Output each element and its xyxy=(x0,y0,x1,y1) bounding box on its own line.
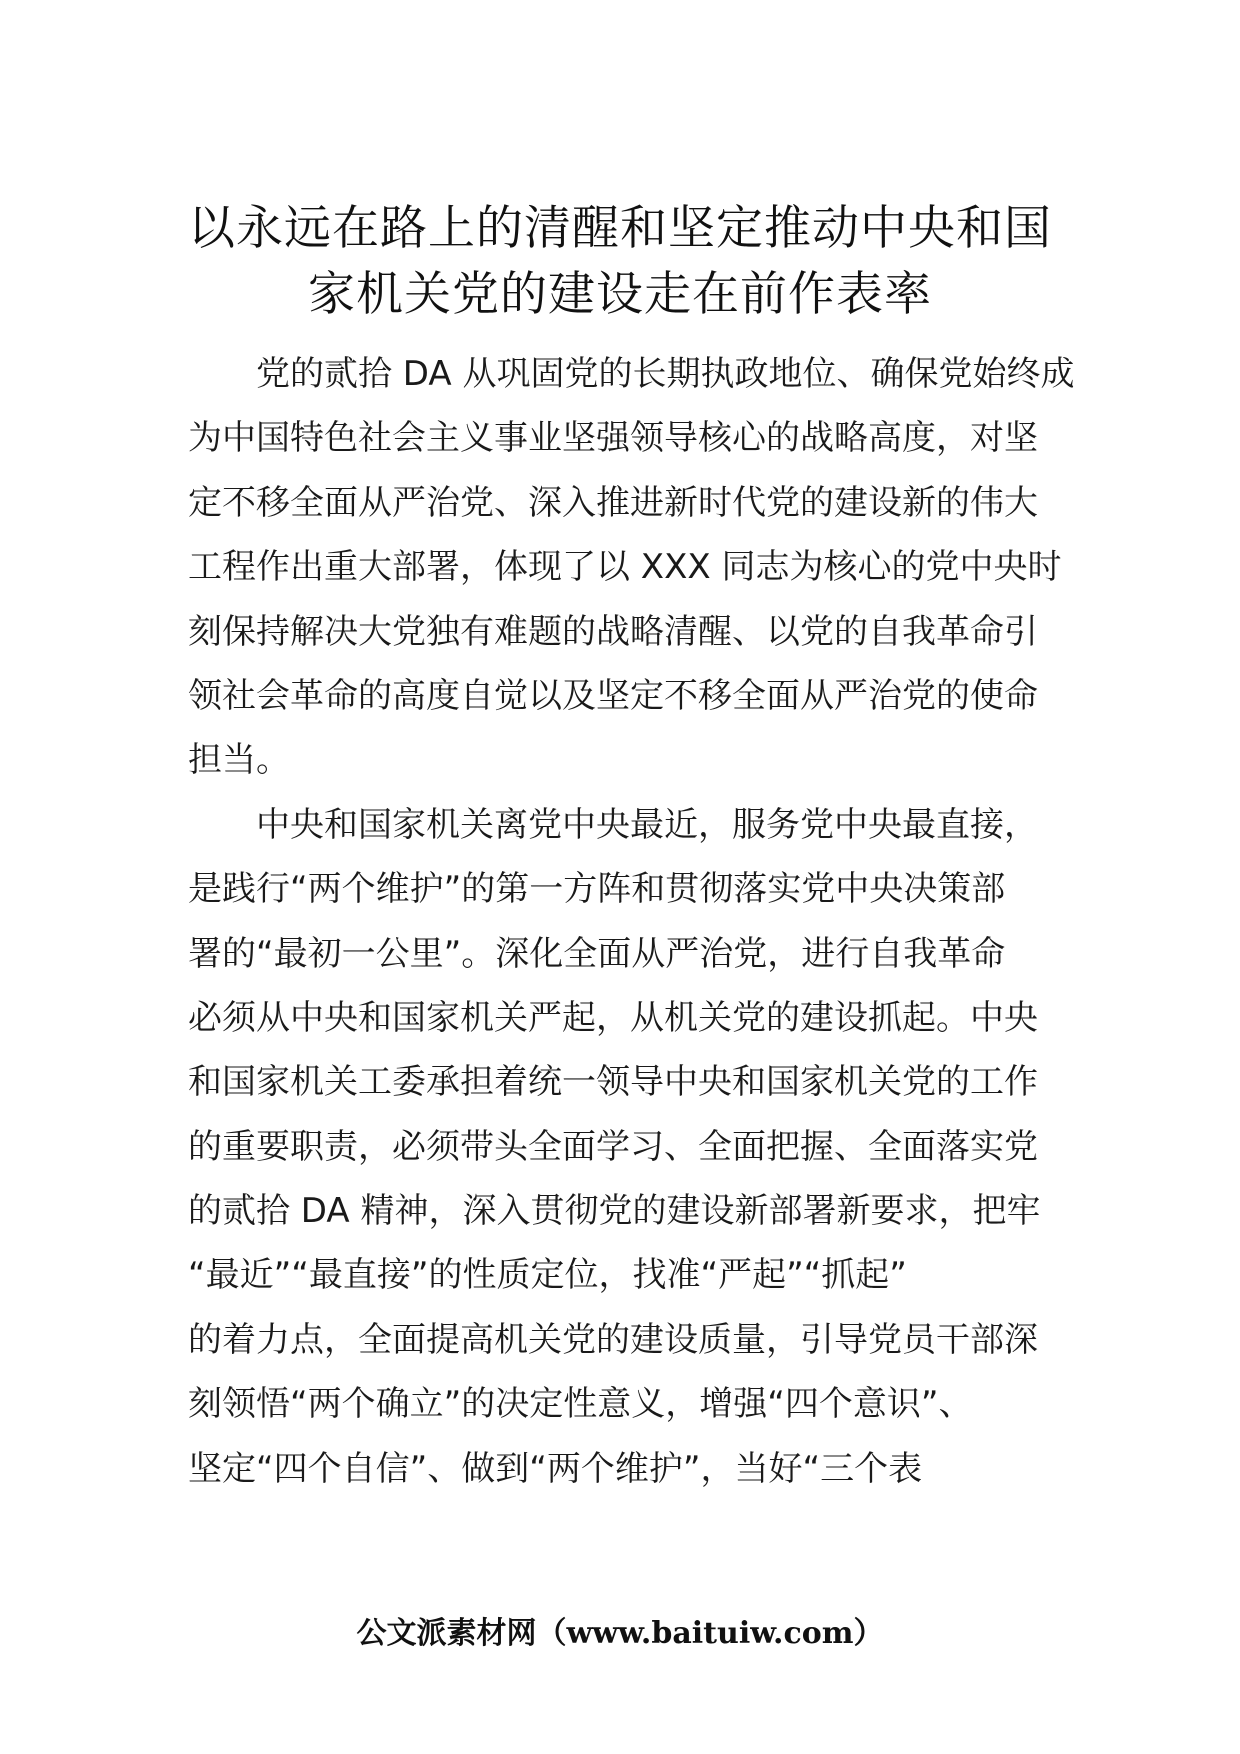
title-line-2: 家机关党的建设走在前作表率 xyxy=(308,267,932,322)
paragraph-1 xyxy=(188,342,1075,793)
text-line: 刻保持解决大党独有难题的战略清醒、以党的自我革命引 xyxy=(188,611,1038,652)
text-line: 坚定“四个自信”、做到“两个维护”，当好“三个表 xyxy=(188,1448,923,1489)
paragraph-2 xyxy=(188,793,1058,1501)
footer-watermark: 公文派素材网（www.baituiw.com） xyxy=(356,1616,884,1651)
text-line: 为中国特色社会主义事业坚强领导核心的战略高度，对坚 xyxy=(188,418,1038,459)
text-line: 的重要职责，必须带头全面学习、全面把握、全面落实党 xyxy=(188,1126,1038,1167)
text-line: 中央和国家机关离党中央最近，服务党中央最直接， xyxy=(256,804,1038,845)
document-title xyxy=(150,196,1090,328)
text-line: 担当。 xyxy=(188,740,290,781)
document-body xyxy=(188,342,1075,1501)
text-line: 的贰拾 DA 精神，深入贯彻党的建设新部署新要求，把牢 xyxy=(188,1191,1041,1232)
text-line: 领社会革命的高度自觉以及坚定不移全面从严治党的使命 xyxy=(188,675,1038,716)
text-line: 刻领悟“两个确立”的决定性意义，增强“四个意识”、 xyxy=(188,1384,973,1425)
text-line: 工程作出重大部署，体现了以 XXX 同志为核心的党中央时 xyxy=(188,547,1062,588)
text-line: 的着力点，全面提高机关党的建设质量，引导党员干部深 xyxy=(188,1319,1038,1360)
text-line: 署的“最初一公里”。深化全面从严治党，进行自我革命 xyxy=(188,933,1006,974)
text-line: 党的贰拾 DA 从巩固党的长期执政地位、确保党始终成 xyxy=(256,354,1075,394)
title-line-1: 以永远在路上的清醒和坚定推动中央和国 xyxy=(188,201,1052,256)
text-line: 是践行“两个维护”的第一方阵和贯彻落实党中央决策部 xyxy=(188,869,1006,910)
text-line: 定不移全面从严治党、深入推进新时代党的建设新的伟大 xyxy=(188,482,1038,523)
text-line: 必须从中央和国家机关严起，从机关党的建设抓起。中央 xyxy=(188,997,1038,1038)
text-line: 和国家机关工委承担着统一领导中央和国家机关党的工作 xyxy=(188,1062,1038,1103)
text-line: “最近”“最直接”的性质定位，找准“严起”“抓起” xyxy=(188,1255,907,1296)
